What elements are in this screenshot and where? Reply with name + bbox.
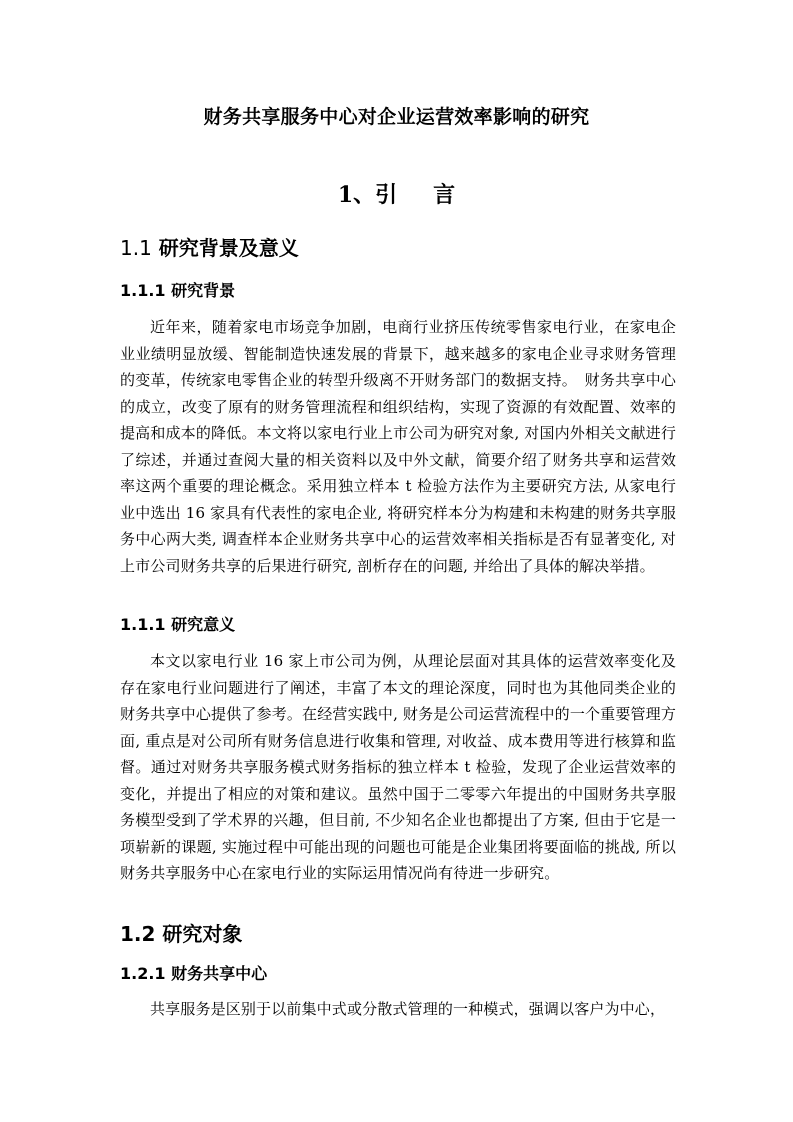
section-number: 1.1 bbox=[120, 236, 152, 260]
chapter-number: 1、引 bbox=[337, 182, 398, 208]
paragraph-significance: 本文以家电行业 16 家上市公司为例，从理论层面对其具体的运营效率变化及存在家电行业问题进行了阐述，丰富了本文的理论深度，同时也为其他同类企业的财务共享中心提供了参考。在经营实践中, 财务是公司运营流程中的一个重要管理方面, 重点是对公司所有财务信息进行收集和管理, 对收益、成本费用等进行核算和监督。通过对财务共享服务模式财务指标的独立样本 t 检验，发现了企业运营效率的变化，并提出了相应的对策和建议。虽然中国于二零零六年提出的中国财务共享服务模型受到了学术界的兴趣，但目前, 不少知名企业也都提出了方案, 但由于它是一项崭新的课题, 实施过程中可能出现的问题也可能是企业集团将要面临的挑战, 所以财务共享服务中心在家电行业的实际运用情况尚有待进一步研究。 bbox=[120, 652, 676, 882]
document-title: 财务共享服务中心对企业运营效率影响的研究 bbox=[203, 106, 590, 128]
section-number: 1.2 bbox=[120, 922, 156, 946]
paragraph-background: 近年来，随着家电市场竞争加剧，电商行业挤压传统零售家电行业，在家电企业业绩明显放缓、智能制造快速发展的背景下，越来越多的家电企业寻求财务管理的变革，传统家电零售企业的转型升级离不开财务部门的数据支持。 财务共享中心的成立，改变了原有的财务管理流程和组织结构，实现了资源的有效配置、效率的提高和成本的降低。本文将以家电行业上市公司为研究对象, 对国内外相关文献进行了综述，并通过查阅大量的相关资料以及中外文献，简要介绍了财务共享和运营效率这两个重要的理论概念。采用独立样本 t 检验方法作为主要研究方法, 从家电行业中选出 16 家具有代表性的家电企业, 将研究样本分为构建和未构建的财务共享服务中心两大类, 调查样本企业财务共享中心的运营效率相关指标是否有显著变化, 对上市公司财务共享的后果进行研究, 剖析存在的问题, 并给出了具体的解决举措。 bbox=[120, 318, 676, 575]
chapter-heading bbox=[0, 180, 793, 210]
section-label: 研究对象 bbox=[162, 922, 243, 946]
section-heading-1-1 bbox=[120, 234, 299, 262]
section-heading-1-2 bbox=[120, 920, 242, 948]
paragraph-shared-service: 共享服务是区别于以前集中式或分散式管理的一种模式，强调以客户为中心， bbox=[150, 1000, 666, 1018]
section-label: 研究背景及意义 bbox=[158, 236, 299, 260]
subsection-heading-background: 1.1.1 研究背景 bbox=[120, 281, 236, 300]
subsection-heading-shared-center: 1.2.1 财务共享中心 bbox=[120, 964, 268, 983]
subsection-heading-significance: 1.1.1 研究意义 bbox=[120, 615, 236, 634]
chapter-word: 言 bbox=[433, 182, 456, 208]
